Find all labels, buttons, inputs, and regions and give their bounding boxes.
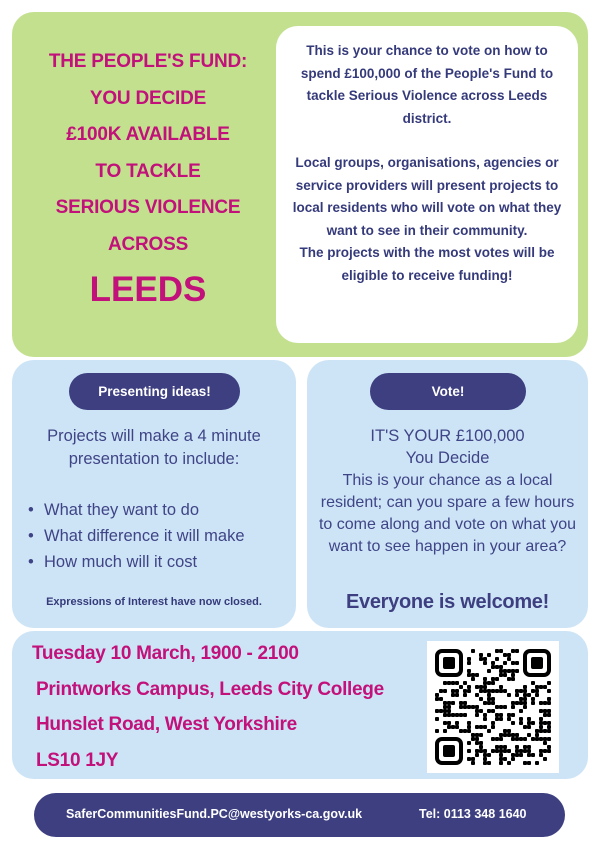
- vote-decide-line: You Decide: [405, 449, 490, 467]
- contact-bar: [34, 793, 565, 837]
- vote-amount-line: IT'S YOUR £100,000: [370, 427, 525, 445]
- headline-line: SERIOUS VIOLENCE: [55, 197, 241, 218]
- event-address: Hunslet Road, West Yorkshire: [36, 714, 297, 735]
- intro-paragraph: This is your chance to vote on how to spend £100,000 of the People's Fund to tackle Serious Violence across Leeds district.: [300, 43, 554, 126]
- contact-email-link[interactable]: SaferCommunitiesFund.PC@westyorks-ca.gov.uk: [66, 807, 363, 821]
- closed-note: Expressions of Interest have now closed.: [46, 596, 262, 608]
- headline-line: THE PEOPLE'S FUND:: [48, 51, 248, 72]
- qr-code-icon[interactable]: [427, 641, 559, 773]
- headline: [22, 44, 274, 313]
- intro-paragraph: The projects with the most votes will be eligible to receive funding!: [299, 245, 555, 283]
- list-item: • How much will it cost: [28, 549, 296, 575]
- presenting-bullets: [28, 497, 296, 575]
- vote-card: [307, 360, 588, 628]
- headline-city: LEEDS: [89, 270, 207, 309]
- event-date: Tuesday 10 March, 1900 - 2100: [32, 643, 299, 664]
- list-item: • What they want to do: [28, 497, 296, 523]
- vote-pill: Vote!: [370, 373, 526, 410]
- presenting-pill: Presenting ideas!: [69, 373, 240, 410]
- list-item: • What difference it will make: [28, 523, 296, 549]
- qr-code-graphic: [427, 641, 559, 773]
- intro-card: [276, 26, 578, 343]
- headline-line: YOU DECIDE: [89, 87, 207, 109]
- presenting-lead: Projects will make a 4 minute presentation to include:: [47, 427, 261, 468]
- contact-phone: Tel: 0113 348 1640: [419, 807, 527, 821]
- presenting-card: [12, 360, 296, 628]
- intro-paragraph: Local groups, organisations, agencies or service providers will present projects to local residents who will vote on what they want to see in their community.: [292, 155, 562, 238]
- vote-amount: [307, 425, 588, 469]
- headline-line: ACROSS: [107, 233, 189, 255]
- headline-line: TO TACKLE: [95, 160, 201, 182]
- headline-line: £100K AVAILABLE: [66, 124, 230, 145]
- welcome-text: Everyone is welcome!: [346, 591, 549, 613]
- event-venue: Printworks Campus, Leeds City College: [36, 679, 384, 700]
- vote-body: This is your chance as a local resident; can you spare a few hours to come along and vote on what you want to see happen in your area?: [318, 472, 577, 555]
- event-postcode: LS10 1JY: [36, 750, 119, 771]
